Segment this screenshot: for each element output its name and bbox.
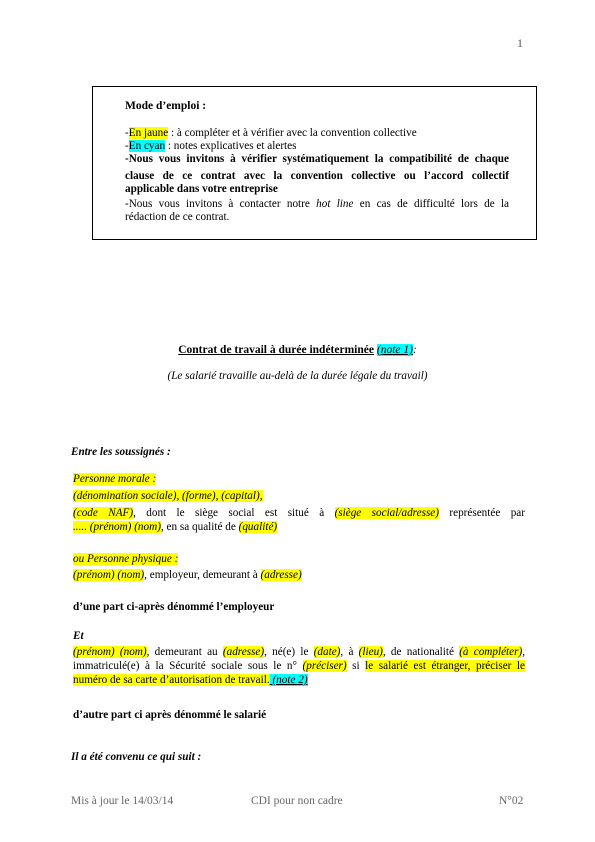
cyan-highlight-desc: : notes explicatives et alertes (165, 140, 297, 152)
employee-line-1: (prénom) (nom), demeurant au (adresse), né(e) le (date), à (lieu), de nationalité (à compléter), (73, 646, 526, 658)
yellow-highlight-label: En jaune (128, 127, 169, 139)
moral-person-line-2: (code NAF), dont le siège social est situé à (siège social/adresse) représentée par (73, 507, 525, 519)
employee-line-3: numéro de sa carte d’autorisation de travail. (note 2) (73, 674, 308, 686)
moral-person-label: Personne morale : (73, 473, 157, 485)
instructions-cyan-line: -En cyan : notes explicatives et alertes (125, 140, 297, 152)
instructions-title: Mode d’emploi : (125, 100, 207, 112)
physical-person-line: (prénom) (nom), employeur, demeurant à (adresse) (73, 569, 302, 581)
instructions-line-4a: -Nous vous invitons à contacter notre hot line en cas de difficulté lors de la (125, 198, 510, 210)
moral-person-line-1: (dénomination sociale), (forme), (capital), (73, 490, 263, 502)
footer-document-number: N°02 (499, 795, 524, 807)
employee-line-2: immatriculé(e) à la Sécurité sociale sous le n° (préciser) si le salarié est étranger, préciser le (73, 660, 525, 672)
page-number: 1 (517, 36, 523, 50)
employee-designation: d’autre part ci après dénommé le salarié (73, 709, 267, 721)
instructions-line-3a: -Nous vous invitons à vérifier systématiquement la compatibilité de chaque (125, 153, 509, 165)
instructions-line-3c: applicable dans votre entreprise (125, 183, 278, 195)
note-1-link[interactable]: (note 1) (376, 344, 413, 356)
yellow-highlight-desc: : à compléter et à vérifier avec la convention collective (168, 127, 417, 139)
employer-designation: d’une part ci-après dénommé l’employeur (73, 601, 275, 613)
instructions-line-3b: clause de ce contrat avec la convention collective ou l’accord collectif (125, 170, 509, 182)
and-label: Et (73, 630, 84, 642)
note-2-link[interactable]: (note 2) (269, 674, 308, 686)
parties-heading: Entre les soussignés : (71, 446, 171, 458)
footer-update-date: Mis à jour le 14/03/14 (71, 795, 174, 807)
contract-title-main: Contrat de travail à durée indéterminée (178, 344, 374, 356)
cyan-highlight-label: En cyan (128, 140, 166, 152)
physical-person-label: ou Personne physique : (73, 553, 179, 565)
moral-person-line-3: ..... (prénom) (nom), en sa qualité de (qualité) (73, 521, 278, 533)
instructions-yellow-line: -En jaune : à compléter et à vérifier avec la convention collective (125, 127, 417, 139)
contract-title: Contrat de travail à durée indéterminée (note 1): (178, 344, 417, 356)
contract-subtitle: (Le salarié travaille au-delà de la durée légale du travail) (167, 370, 428, 382)
instructions-line-4b: rédaction de ce contrat. (125, 211, 230, 223)
instructions-box (92, 86, 537, 240)
hotline-text: hot line (316, 198, 354, 210)
footer-document-name: CDI pour non cadre (251, 795, 343, 807)
agreement-statement: Il a été convenu ce qui suit : (71, 751, 202, 763)
